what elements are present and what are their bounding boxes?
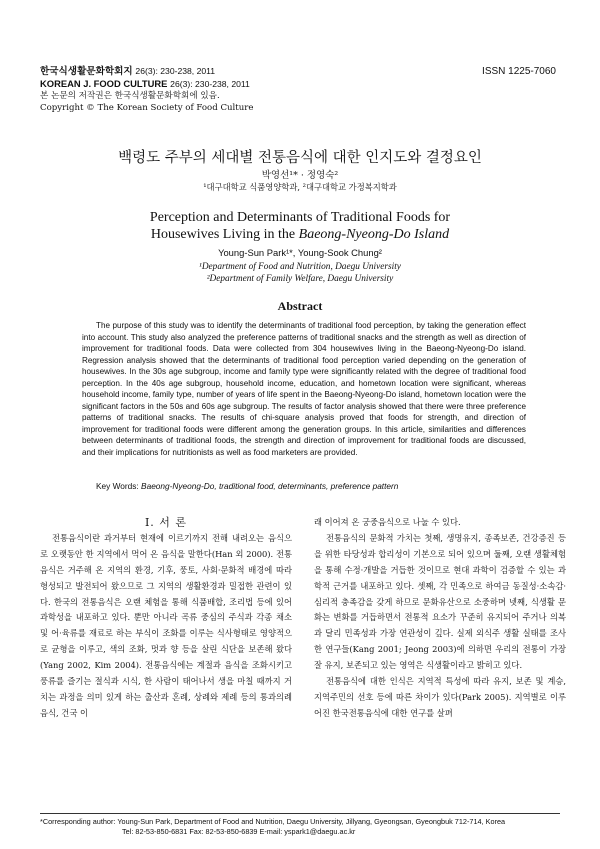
footnote-line2: Tel: 82-53-850-6831 Fax: 82-53-850-6839 E-mail: yspark1@daegu.ac.kr: [122, 827, 356, 836]
body-right-column: [314, 515, 566, 722]
journal-volume-en: 26(3): 230-238, 2011: [170, 79, 250, 90]
footnote-divider: [40, 813, 560, 814]
title-english-line2: [0, 226, 600, 243]
issn: ISSN 1225-7060: [482, 66, 556, 77]
keywords-label: Key Words:: [96, 481, 139, 491]
journal-english-line: [40, 78, 254, 91]
journal-name-ko: 한국식생활문화학회지: [40, 66, 133, 77]
authors-korean: 박영선¹* · 정영숙²: [261, 170, 339, 181]
title-english-line1: Perception and Determinants of Traditional Foods for: [149, 210, 451, 225]
abstract-text: The purpose of this study was to identify the determinants of traditional food perception, by taking the generation effect into account. This study also analyzed the preference patterns of traditional snacks and the strength as well as direction of improvement for traditional foods. Data were collected from 304 housewives living in the Baeong-Nyeong-Do island. Regression analysis showed that the determinants of traditional food perception varied depending on the generation of housewives. In the 30s age subgroup, income and family type were significantly related with the degree of traditional food perception. In the 40s age subgroup, household income, education, and hometown location were significant, whereas household income, family type, number of years of life spent in the Baeong-Nyeong-Do island, hometown location were the significant factors in the 50s and 60s age subgroup. The results of factor analysis showed that there were three preference patterns of traditional snacks. The results of chi-square analysis proved that foods for strength, and direction of improvement for traditional foods were different among the generation groups. In this article, similarities and differences between determinants of traditional foods, the strength and direction of improvement for traditional foods are discussed, and their implications for nutritionists as well as food marketers are provided.: [82, 321, 526, 457]
title-english-island: Baeong-Nyeong-Do Island: [298, 227, 450, 242]
title-english-line2-text: Housewives Living in the: [150, 227, 299, 242]
abstract-heading: Abstract: [277, 299, 323, 313]
journal-name-en: KOREAN J. FOOD CULTURE: [40, 78, 168, 90]
journal-header: [40, 66, 254, 114]
body-left-column: [40, 515, 292, 722]
affiliation-english: [0, 262, 600, 285]
right-paragraph-0: 래 이어져 온 궁중음식으로 나눌 수 있다.: [314, 517, 461, 527]
right-paragraph-2: 전통음식에 대한 인식은 지역적 특성에 따라 유지, 보존 및 계승, 지역주민의 선호 등에 따른 차이가 있다(Park 2005). 지역별로 이루어진 한국전통음식에 대한 연구를 살펴: [314, 676, 566, 718]
keywords: [96, 481, 398, 491]
journal-korean-line: [40, 66, 254, 78]
affiliation-english-2: ²Department of Family Welfare, Daegu University: [206, 273, 394, 284]
copyright: Copyright © The Korean Society of Food Culture: [40, 102, 254, 113]
affiliation-korean: ¹대구대학교 식품영양학과, ²대구대학교 가정복지학과: [203, 182, 397, 192]
title-english: [0, 209, 600, 243]
copyright-note: 본 논문의 저작권은 한국식생활문화학회에 있음.: [40, 91, 220, 102]
section-heading-introduction: Ⅰ. 서 론: [144, 516, 188, 529]
footnote: [40, 817, 505, 837]
authors-english: Young-Sun Park¹*, Young-Sook Chung²: [218, 247, 382, 258]
affiliation-english-1: ¹Department of Food and Nutrition, Daegu University: [199, 262, 401, 272]
left-paragraph-1: 전통음식이란 과거부터 현재에 이르기까지 전해 내려오는 음식으로 오랫동안 한 지역에서 먹어 온 음식을 말한다(Han 외 2000). 전통음식은 거주해 온 지역의 환경, 기후, 풍토, 사회·문화적 배경에 따라 형성되고 발전되어 왔으므로 그 지역의 생활환경과 밀접한 관련이 있다. 한국의 전통음식은 오랜 체험을 통해 식품배합, 조리법 등에 있어 과학성을 내포하고 있다. 뿐만 아니라 곡류 중심의 주식과 각종 채소 및 어·육류를 재료로 하는 부식이 조화를 이루는 식사형태로 영양적으로 균형을 이루고, 색의 조화, 멋과 향 등을 살린 식단을 보존해 왔다(Yang 2002, Kim 2004). 전통음식에는 계절과 음식을 조화시키고 풍류를 즐기는 절식과 시식, 한 사람이 태어나서 생을 마칠 때까지 거치는 과정을 의미 있게 하는 출산과 혼례, 상례와 제례 등의 통과의례 음식, 건국 이: [40, 532, 292, 718]
journal-volume-ko: 26(3): 230-238, 2011: [135, 66, 216, 76]
title-korean: 백령도 주부의 세대별 전통음식에 대한 인지도와 결정요인: [118, 150, 482, 166]
right-paragraph-1: 전통음식의 문화적 가치는 첫째, 생명유지, 종족보존, 건강증진 등을 위한 타당성과 합리성이 기본으로 되어 있으며 둘째, 오랜 생활체험을 통해 수정·개발을 거듭한 것이므로 현대 과학이 검증할 수 있는 과학적 근거를 내포하고 있다. 셋째, 각 민족으로 하여금 동질성·소속감·심리적 충족감을 갖게 하므로 문화유산으로 소중하며 넷째, 식생활 문화는 변화를 거듭하면서 전통적 요소가 꾸준히 유지되어 주거나 의복과 달리 민족성과 가장 연관성이 깊다. 실제 외식주 생활 실태를 조사한 연구들(Kang 2001; Jeong 2003)에 의하면 우리의 전통이 가장 잘 유지, 보존되고 있는 영역은 식생활이라고 밝히고 있다.: [314, 532, 566, 671]
footnote-line1: *Corresponding author: Young-Sun Park, Department of Food and Nutrition, Daegu University, Jillyang, Gyeongsan, Gyeongbuk 712-714, Korea: [40, 817, 506, 826]
keywords-text: Baeong-Nyeong-Do, traditional food, determinants, preference pattern: [141, 481, 399, 491]
